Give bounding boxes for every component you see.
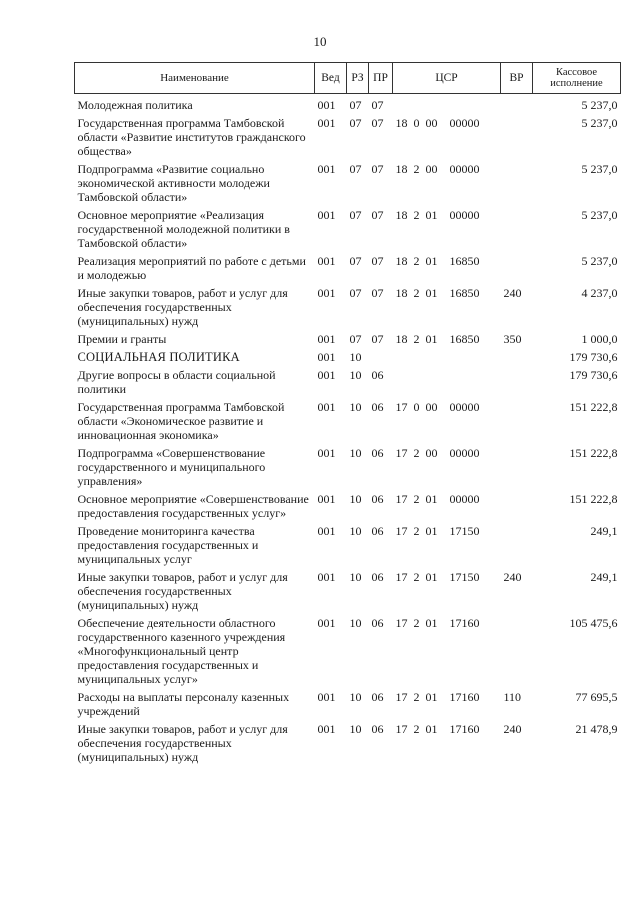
row-ved: 001 [317, 286, 336, 300]
row-vr: 350 [503, 332, 522, 346]
row-rz: 07 [349, 332, 362, 346]
row-pr: 06 [371, 616, 384, 630]
row-sum: 77 695,5 [575, 690, 618, 704]
row-pr [369, 350, 393, 364]
row-sum: 21 478,9 [575, 722, 618, 736]
table-row [75, 208, 621, 250]
row-vr: 240 [503, 570, 522, 584]
header-name: Наименование [75, 63, 315, 94]
row-csr [393, 350, 501, 364]
row-pr: 07 [371, 98, 384, 112]
table-row [75, 722, 621, 764]
row-sum: 151 222,8 [569, 492, 618, 506]
row-rz: 10 [349, 350, 362, 364]
row-name: Другие вопросы в области социальной политики [77, 368, 276, 396]
row-name: Подпрограмма «Развитие социально экономической активности молодежи Тамбовской области» [77, 162, 270, 204]
table-row [75, 98, 621, 112]
row-csr: 17 2 01 00000 [395, 492, 480, 506]
row-name: Обеспечение деятельности областного государственного казенного учреждения «Многофункциональный центр предоставления государственных и муниципальных услуг» [77, 616, 286, 686]
row-vr [501, 254, 533, 282]
table-row [75, 350, 621, 364]
row-sum: 179 730,6 [569, 350, 618, 364]
header-ved: Вед [315, 63, 347, 94]
row-vr: 240 [503, 722, 522, 736]
row-csr [393, 368, 501, 396]
row-rz: 07 [349, 254, 362, 268]
row-name: Молодежная политика [77, 98, 193, 112]
table-header [75, 63, 621, 94]
row-sum: 5 237,0 [581, 208, 618, 222]
row-ved: 001 [317, 570, 336, 584]
row-csr [393, 98, 501, 112]
row-ved: 001 [317, 332, 336, 346]
table-row [75, 286, 621, 328]
row-csr: 18 2 01 16850 [395, 286, 480, 300]
row-csr: 18 2 01 00000 [395, 208, 480, 222]
row-ved: 001 [317, 254, 336, 268]
row-sum: 4 237,0 [581, 286, 618, 300]
row-ved: 001 [317, 722, 336, 736]
row-rz: 10 [349, 616, 362, 630]
row-name: СОЦИАЛЬНАЯ ПОЛИТИКА [77, 350, 240, 364]
table-row [75, 400, 621, 442]
row-csr: 17 0 00 00000 [395, 400, 480, 414]
row-pr: 06 [371, 400, 384, 414]
row-name: Основное мероприятие «Совершенствование предоставления государственных услуг» [77, 492, 309, 520]
row-sum: 1 000,0 [581, 332, 618, 346]
row-rz: 10 [349, 690, 362, 704]
row-vr: 110 [503, 690, 522, 704]
row-rz: 10 [349, 446, 362, 460]
row-vr [501, 524, 533, 566]
row-pr: 06 [371, 446, 384, 460]
row-vr [501, 208, 533, 250]
row-name: Государственная программа Тамбовской области «Экономическое развитие и инновационная экономика» [77, 400, 285, 442]
row-rz: 10 [349, 400, 362, 414]
row-name: Подпрограмма «Совершенствование государственного и муниципального управления» [77, 446, 266, 488]
row-vr [501, 116, 533, 158]
row-pr: 06 [371, 722, 384, 736]
row-vr [501, 616, 533, 686]
row-sum: 5 237,0 [581, 98, 618, 112]
row-ved: 001 [317, 116, 336, 130]
table-row [75, 162, 621, 204]
row-rz: 10 [349, 492, 362, 506]
row-vr [501, 368, 533, 396]
table-row [75, 492, 621, 520]
row-sum: 5 237,0 [581, 116, 618, 130]
row-ved: 001 [317, 616, 336, 630]
row-pr: 06 [371, 368, 384, 382]
row-vr [501, 350, 533, 364]
row-rz: 10 [349, 722, 362, 736]
row-csr: 17 2 01 17160 [395, 690, 480, 704]
row-name: Расходы на выплаты персоналу казенных учреждений [77, 690, 290, 718]
row-sum: 105 475,6 [569, 616, 618, 630]
table-row [75, 690, 621, 718]
row-ved: 001 [317, 446, 336, 460]
row-csr: 18 2 01 16850 [395, 254, 480, 268]
header-rz: РЗ [347, 63, 369, 94]
row-rz: 10 [349, 570, 362, 584]
row-name: Иные закупки товаров, работ и услуг для обеспечения государственных (муниципальных) нужд [77, 570, 288, 612]
row-rz: 07 [349, 162, 362, 176]
row-csr: 17 2 00 00000 [395, 446, 480, 460]
row-pr: 07 [371, 162, 384, 176]
table-row [75, 368, 621, 396]
table-row [75, 332, 621, 346]
row-csr: 17 2 01 17150 [395, 570, 480, 584]
row-vr [501, 492, 533, 520]
row-name: Иные закупки товаров, работ и услуг для обеспечения государственных (муниципальных) нужд [77, 286, 288, 328]
row-ved: 001 [317, 690, 336, 704]
row-ved: 001 [317, 368, 336, 382]
row-sum: 151 222,8 [569, 446, 618, 460]
header-pr: ПР [369, 63, 393, 94]
row-sum: 249,1 [590, 570, 618, 584]
row-name: Премии и гранты [77, 332, 167, 346]
header-sum: Кассовое исполнение [533, 63, 621, 94]
row-ved: 001 [317, 350, 336, 364]
table-row [75, 446, 621, 488]
row-name: Основное мероприятие «Реализация государственной молодежной политики в Тамбовской области» [77, 208, 290, 250]
row-sum: 5 237,0 [581, 254, 618, 268]
row-ved: 001 [317, 98, 336, 112]
row-name: Государственная программа Тамбовской области «Развитие институтов гражданского общества» [77, 116, 306, 158]
row-csr: 17 2 01 17150 [395, 524, 480, 538]
row-vr [501, 446, 533, 488]
row-sum: 151 222,8 [569, 400, 618, 414]
row-ved: 001 [317, 400, 336, 414]
row-csr: 18 2 00 00000 [395, 162, 480, 176]
row-rz: 10 [349, 524, 362, 538]
table-row [75, 116, 621, 158]
table-row [75, 254, 621, 282]
row-pr: 06 [371, 524, 384, 538]
row-vr: 240 [503, 286, 522, 300]
row-rz: 07 [349, 98, 362, 112]
row-rz: 07 [349, 208, 362, 222]
budget-table [74, 62, 621, 764]
row-csr: 17 2 01 17160 [395, 616, 480, 630]
row-pr: 07 [371, 286, 384, 300]
row-pr: 07 [371, 116, 384, 130]
row-csr: 18 0 00 00000 [395, 116, 480, 130]
row-sum: 179 730,6 [569, 368, 618, 382]
table-row [75, 570, 621, 612]
row-ved: 001 [317, 524, 336, 538]
row-ved: 001 [317, 208, 336, 222]
row-rz: 10 [349, 368, 362, 382]
table-row [75, 524, 621, 566]
row-vr [501, 98, 533, 112]
row-rz: 07 [349, 116, 362, 130]
row-pr: 06 [371, 570, 384, 584]
row-vr [501, 162, 533, 204]
row-csr: 17 2 01 17160 [395, 722, 480, 736]
header-vr: ВР [501, 63, 533, 94]
row-pr: 07 [371, 208, 384, 222]
table-body [75, 94, 621, 765]
row-ved: 001 [317, 162, 336, 176]
row-sum: 5 237,0 [581, 162, 618, 176]
row-pr: 07 [371, 254, 384, 268]
row-vr [501, 400, 533, 442]
row-pr: 06 [371, 492, 384, 506]
header-csr: ЦСР [393, 63, 501, 94]
row-sum: 249,1 [590, 524, 618, 538]
row-name: Реализация мероприятий по работе с детьми и молодежью [77, 254, 306, 282]
row-pr: 07 [371, 332, 384, 346]
row-name: Проведение мониторинга качества предоставления государственных и муниципальных услуг [77, 524, 259, 566]
row-rz: 07 [349, 286, 362, 300]
page-number: 10 [313, 34, 327, 49]
row-name: Иные закупки товаров, работ и услуг для обеспечения государственных (муниципальных) нужд [77, 722, 288, 764]
row-csr: 18 2 01 16850 [395, 332, 480, 346]
row-ved: 001 [317, 492, 336, 506]
table-row [75, 616, 621, 686]
row-pr: 06 [371, 690, 384, 704]
